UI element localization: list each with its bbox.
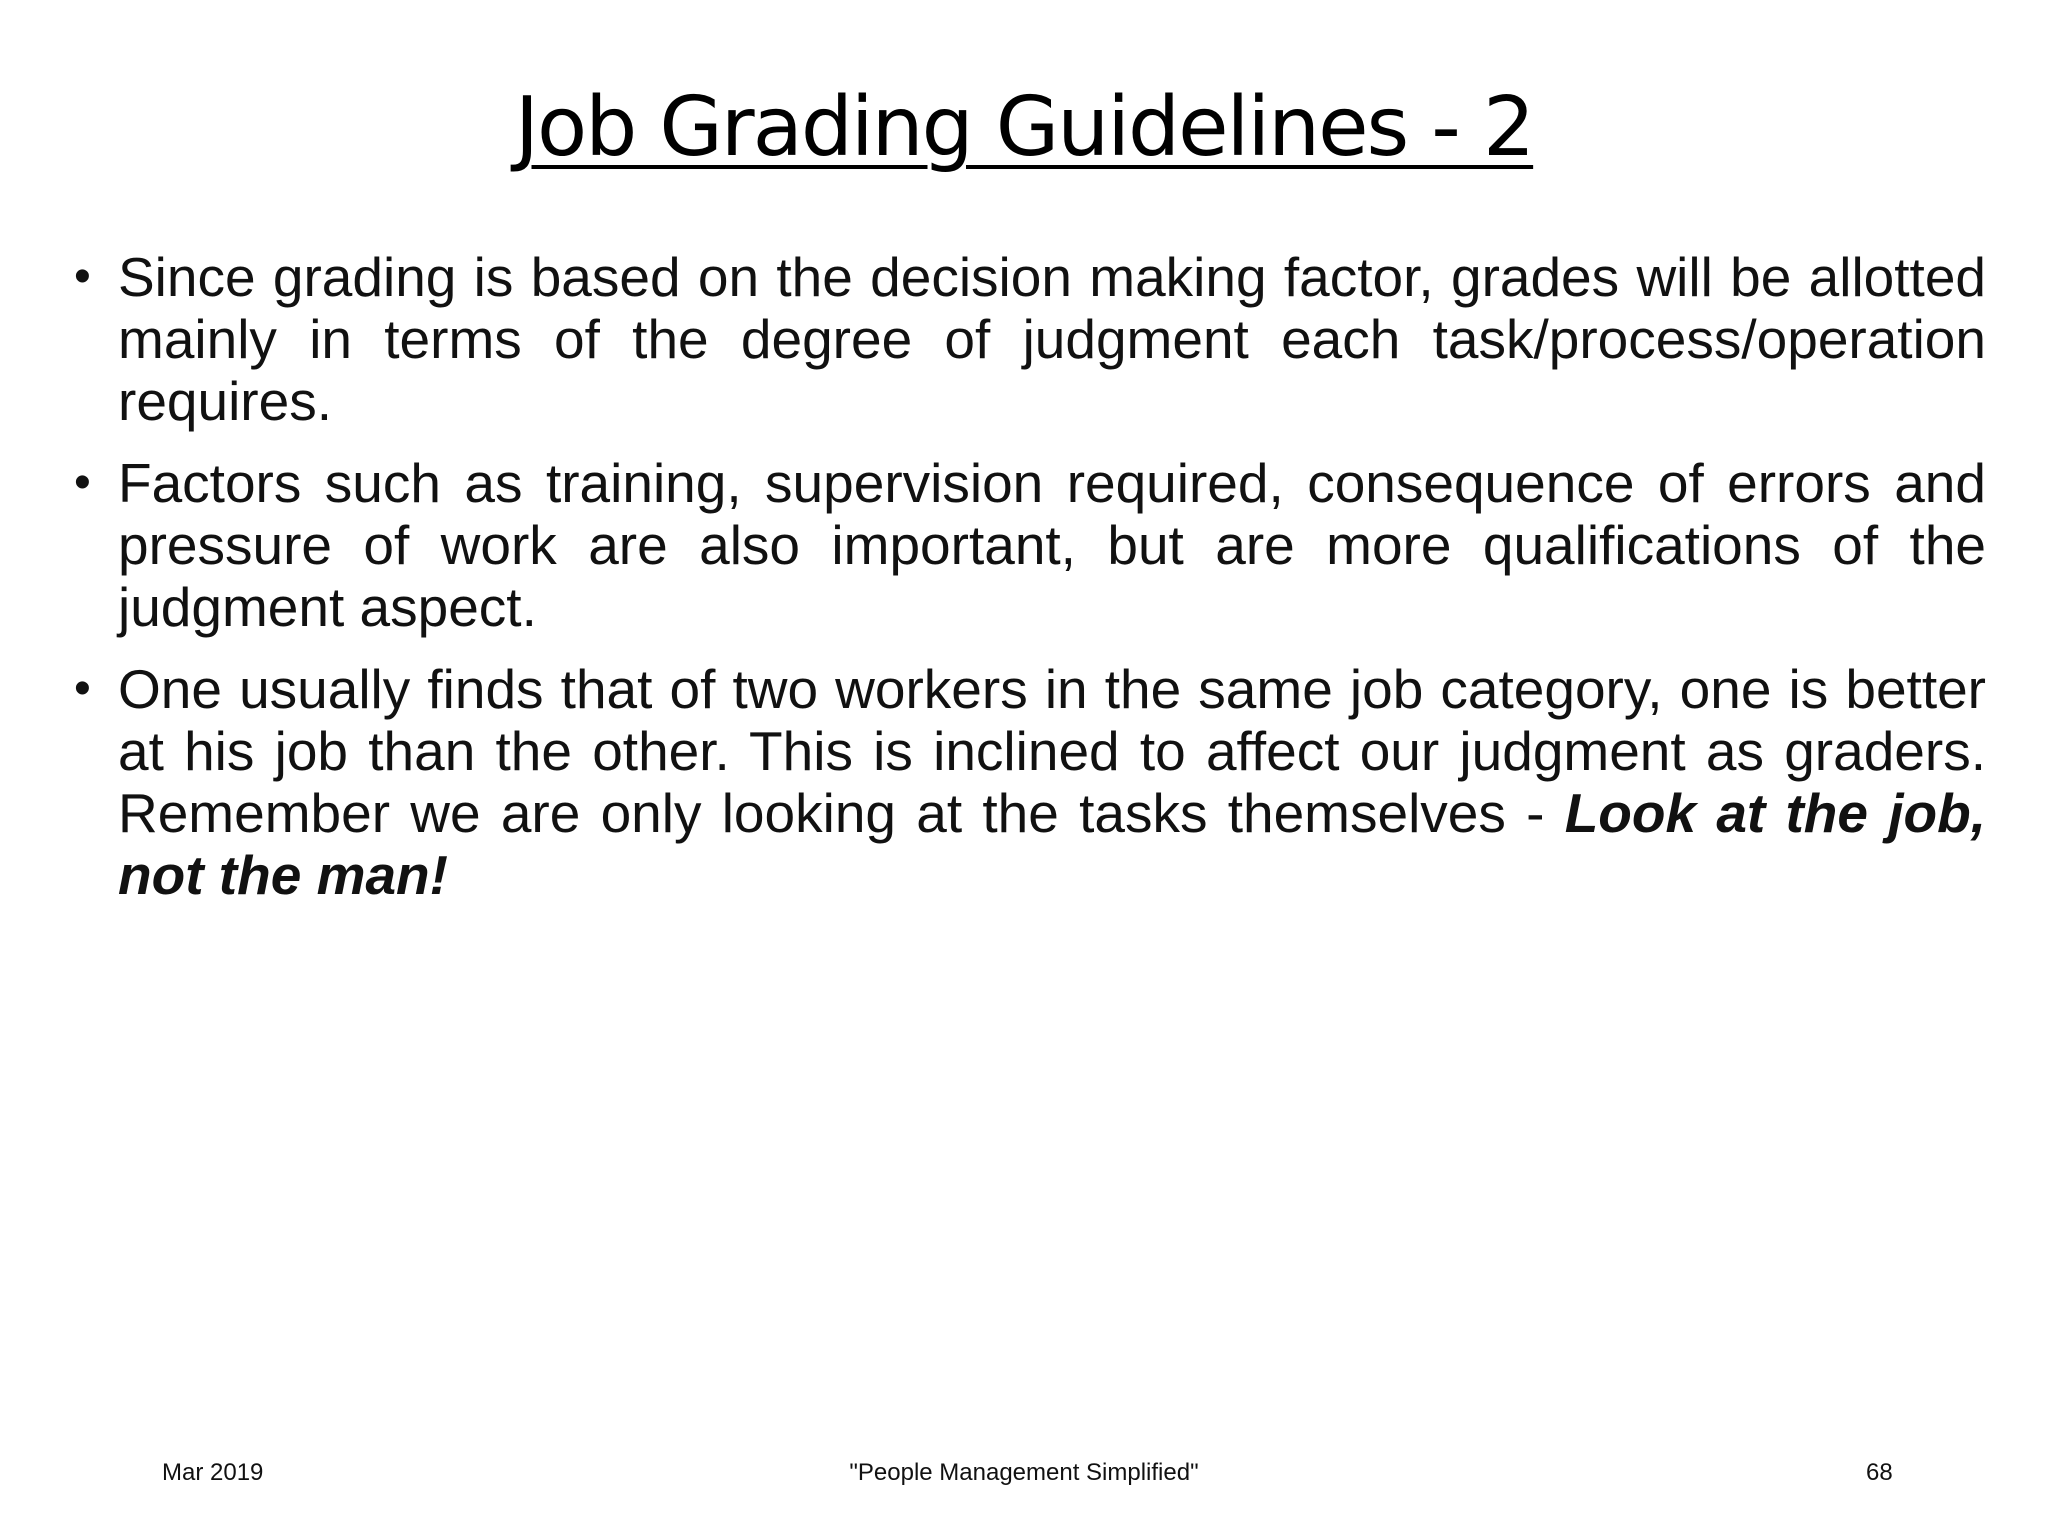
bullet-item <box>74 246 1986 432</box>
bullet-icon: • <box>74 456 91 509</box>
bullet-icon: • <box>74 250 91 303</box>
footer-title: "People Management Simplified" <box>849 1459 1199 1486</box>
bullet-text: One usually finds that of two workers in the same job category, one is better at his job than the other. This is inclined to affect our judgment as graders. Remember we are only looking at the tasks themselves - <box>118 658 1986 844</box>
bullet-text: Factors such as training, supervision required, consequence of errors and pressure of work are also important, but are more qualifications of the judgment aspect. <box>118 452 1986 638</box>
bullet-emphasis: Look at the job, not the man! <box>118 782 1986 906</box>
footer-date: Mar 2019 <box>162 1459 264 1486</box>
bullet-item <box>74 452 1986 638</box>
bullet-item <box>74 658 1986 906</box>
bullet-list <box>74 246 1986 926</box>
bullet-icon: • <box>74 662 91 715</box>
slide-title: Job Grading Guidelines - 2 <box>514 80 1534 175</box>
page-number: 68 <box>1866 1459 1893 1486</box>
bullet-text: Since grading is based on the decision making factor, grades will be allotted mainly in terms of the degree of judgment each task/process/operation requires. <box>118 246 1986 432</box>
